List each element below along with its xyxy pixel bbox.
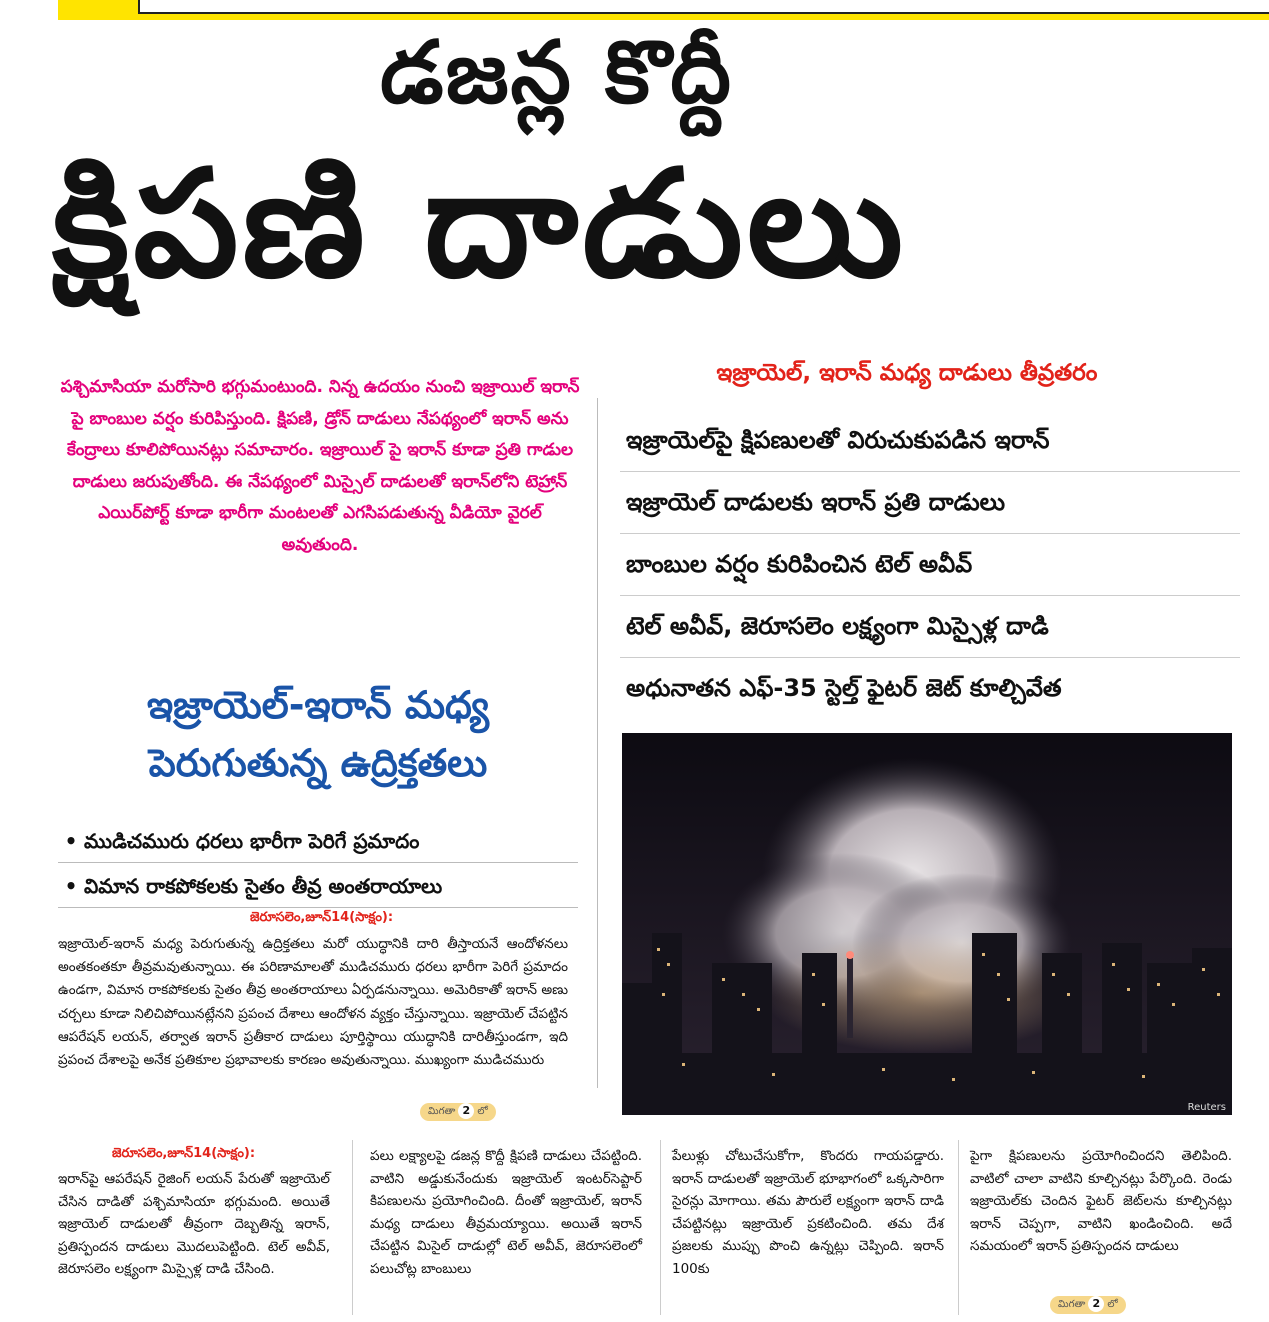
bottom-column-2 <box>370 1145 642 1281</box>
blue-headline-line2: పెరుగుతున్న ఉద్రిక్తతలు <box>148 741 488 785</box>
headline-line2: క్షిపణి దాడులు <box>52 138 908 310</box>
top-frame <box>138 0 1269 14</box>
night-skyline-smoke-image <box>622 733 1232 1115</box>
column-text: పేలుళ్లు చోటుచేసుకోగా, కొందరు గాయపడ్డారు. ఇరాన్ దాడులతో ఇజ్రాయెల్ భూభాగంలో ఒక్కసారిగా సైరన్లు మోగాయి. తమ పౌరులే లక్ష్యంగా ఇరాన్ దాడి చేపట్టినట్లు ఇజ్రాయెల్ ప్రకటించింది. తమ దేశ ప్రజలకు ముప్పు పొంచి ఉన్నట్లు చెప్పింది. ఇరాన్ 100కు <box>672 1148 944 1277</box>
column-rule <box>660 1140 661 1315</box>
continued-label-after: లో <box>477 1106 488 1117</box>
bottom-column-1 <box>58 1168 330 1281</box>
highlight-item: అధునాతన ఎఫ్-35 స్టెల్త్ ఫైటర్ జెట్ కూల్చివేత <box>626 674 1062 702</box>
sub-bullet-text: విమాన రాకపోకలకు సైతం తీవ్ర అంతరాయాలు <box>84 874 443 898</box>
top-yellow-bar <box>58 0 1269 20</box>
headline-line1: డజన్ల కొద్దీ <box>380 23 734 123</box>
bullet-dot-icon: • <box>64 874 78 898</box>
article-1 <box>58 933 568 1072</box>
bullet-dot-icon: • <box>64 829 78 853</box>
blue-headline <box>58 676 578 792</box>
photo-credit: Reuters <box>1187 1102 1226 1113</box>
bottom-column-3 <box>672 1145 944 1281</box>
dateline-1: జెరూసలెం,జూన్14(సాక్షం): <box>250 910 394 925</box>
news-photo <box>622 733 1232 1115</box>
highlight-item: బాంబుల వర్షం కురిపించిన టెల్ అవీవ్ <box>620 534 1240 596</box>
bottom-column-4 <box>970 1145 1232 1258</box>
sub-bullet-text: ముడిచమురు ధరలు భారీగా పెరిగే ప్రమాదం <box>84 829 420 853</box>
continued-label: మిగతా <box>1058 1299 1086 1310</box>
red-subheadline: ఇజ్రాయెల్, ఇరాన్ మధ్య దాడులు తీవ్రతరం <box>716 360 1098 386</box>
column-text: పైగా క్షిపణులను ప్రయోగించిందని తెలిపింది. వాటిలో చాలా వాటిని కూల్చినట్లు పేర్కొంది. రెండు ఇజ్రాయెల్‌కు చెందిన ఫైటర్ జెట్‌లను కూల్చినట్లు ఇరాన్ చెప్పగా, వాటిని ఖండించింది. అదే సమయంలో ఇరాన్ ప్రతిస్పందన దాడులు <box>970 1148 1232 1255</box>
highlight-list <box>620 410 1240 719</box>
highlight-item: టెల్ అవీవ్, జెరూసలెం లక్ష్యంగా మిస్సైళ్ల దాడి <box>620 596 1240 658</box>
column-text: పలు లక్ష్యాలపై డజన్ల కొద్దీ క్షిపణి దాడులు చేపట్టింది. వాటిని అడ్డుకునేందుకు ఇజ్రాయెల్ ఇంటర్‌సెప్టార్ కిపణులను ప్రయోగించింది. దీంతో ఇజ్రాయెల్, ఇరాన్ మధ్య దాడులు తీవ్రమయ్యాయి. అయితే ఇరాన్ చేపట్టిన మిసైల్ దాడుల్లో టెల్ అవీవ్, జెరూసలెంలో పలుచోట్ల బాంబులు <box>370 1148 642 1277</box>
sub-bullet-item <box>58 863 578 908</box>
continued-page-number: 2 <box>458 1103 474 1119</box>
dateline-2: జెరూసలెం,జూన్14(సాక్షం): <box>112 1146 256 1161</box>
continued-page-badge-icon[interactable] <box>1050 1296 1126 1314</box>
intro-paragraph: పశ్చిమాసియా మరోసారి భగ్గుమంటుంది. నిన్న ఉదయం నుంచి ఇజ్రాయిల్ ఇరాన్ పై బాంబుల వర్షం కురిపిస్తుంది. క్షిపణి, డ్రోన్ దాడులు నేపథ్యంలో ఇరాన్ అను కేంద్రాలు కూలిపోయినట్లు సమాచారం. ఇజ్రాయిల్ పై ఇరాన్ కూడా ప్రతి గాడుల దాడులు జరుపుతోంది. ఈ నేపథ్యంలో మిస్సైల్ దాడులతో ఇరాన్‌లోని టెహ్రాన్ ఎయిర్‌పోర్ట్ కూడా భారీగా మంటలతో ఎగసిపడుతున్న వీడియో వైరల్ అవుతుంది. <box>60 377 580 555</box>
column-rule <box>352 1140 353 1315</box>
article-1-text: ఇజ్రాయెల్-ఇరాన్ మధ్య పెరుగుతున్న ఉద్రిక్తతలు మరో యుద్ధానికి దారి తీస్తాయనే ఆందోళనలు అంతకంతకూ తీవ్రమవుతున్నాయి. ఈ పరిణామాలతో ముడిచమురు ధరలు భారీగా పెరిగే ప్రమాదం ఉండగా, విమాన రాకపోకలకు సైతం తీవ్ర అంతరాయాలు ఏర్పడనున్నాయి. అమెరికాతో ఇరాన్ అణు చర్చలు కూడా నిలిచిపోయినట్లేనని ప్రపంచ దేశాలు ఆందోళన వ్యక్తం చేస్తున్నాయి. ఇజ్రాయెల్ చేపట్టిన ఆపరేషన్ లయన్, తర్వాత ఇరాన్ ప్రతీకార దాడులు పూర్తిస్థాయి యుద్ధానికి దారితీస్తుండగా, ఇది ప్రపంచ దేశాలపై అనేక ప్రతికూల ప్రభావాలకు కారణం అవుతున్నాయి. ముఖ్యంగా ముడిచమురు <box>58 936 568 1069</box>
column-text: ఇరాన్‌పై ఆపరేషన్ రైజింగ్ లయన్ పేరుతో ఇజ్రాయెల్ చేసిన దాడితో పశ్చిమాసియా భగ్గుమంది. అయితే ఇజ్రాయెల్ దాడులతో తీవ్రంగా దెబ్బతిన్న ఇరాన్, ప్రతిస్పందన దాడులు మొదలుపెట్టింది. టెల్ అవీవ్, జెరూసలెం లక్ష్యంగా మిస్సైళ్ల దాడి చేసింది. <box>58 1171 330 1278</box>
highlight-item: ఇజ్రాయెల్‌పై క్షిపణులతో విరుచుకుపడిన ఇరాన్ <box>620 410 1240 472</box>
sub-bullet-list <box>58 818 578 908</box>
continued-page-number: 2 <box>1088 1296 1104 1312</box>
continued-page-badge-icon[interactable] <box>420 1103 496 1121</box>
sub-bullet-item <box>58 818 578 863</box>
continued-label: మిగతా <box>428 1106 456 1117</box>
column-divider <box>597 398 598 1088</box>
continued-label-after: లో <box>1107 1299 1118 1310</box>
blue-headline-line1: ఇజ్రాయెల్-ఇరాన్ మధ్య <box>146 683 489 727</box>
highlight-item: ఇజ్రాయెల్ దాడులకు ఇరాన్ ప్రతి దాడులు <box>620 472 1240 534</box>
column-rule <box>958 1140 959 1315</box>
